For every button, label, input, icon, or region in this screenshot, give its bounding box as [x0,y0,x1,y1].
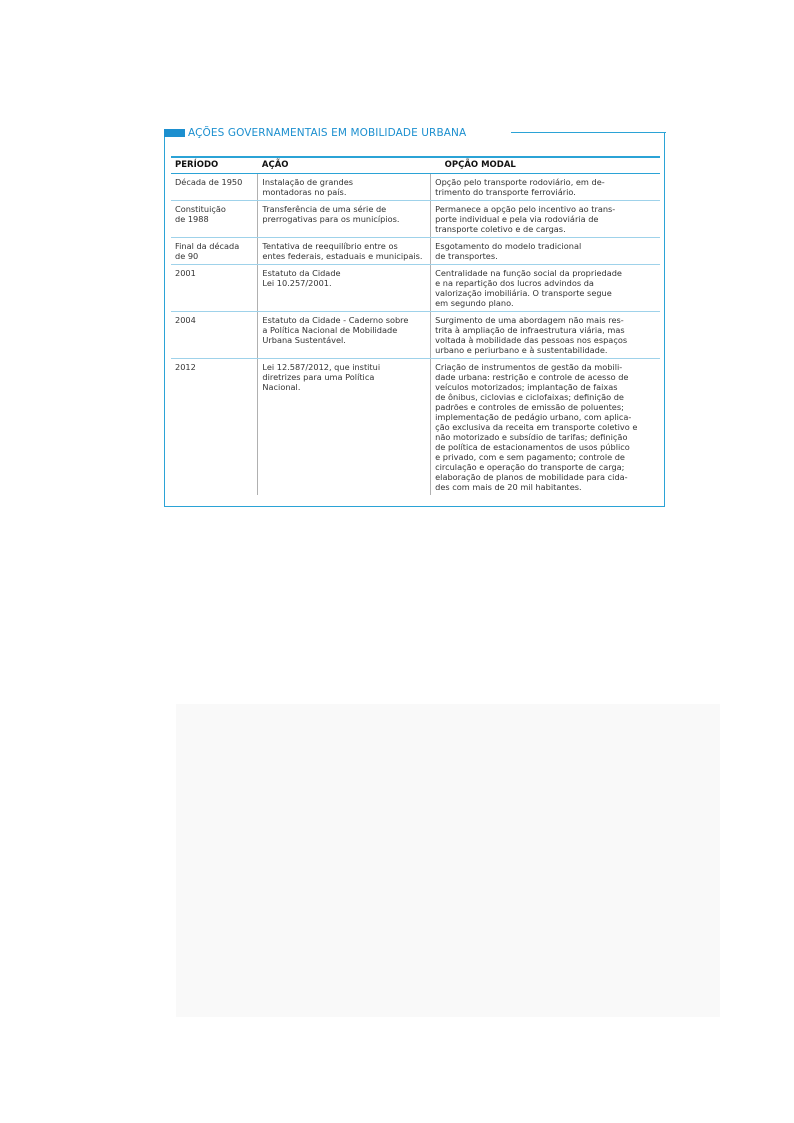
cell-opcao: Criação de instrumentos de gestão da mobili- dade urbana: restrição e controle de acesso de veículos motorizados; implantação de faixas de ônibus, ciclovias e ciclofaixas; definição de padrões e controles de emissão de poluentes; implementação de pedágio urbano, com aplica- ção exclusiva da receita em transporte coletivo e não motorizado e subsídio de tarifas; definição de política de estacionamentos de usos público e privado, com e sem pagamento; controle de circulação e operação do transporte de carga; elaboração de planos de mobilidade para cida- des com mais de 20 mil habitantes. [435,362,638,492]
cell-opcao: Surgimento de uma abordagem não mais res- trita à ampliação de infraestrutura viária, mas voltada à mobilidade das pessoas nos espaços urbano e periurbano e à sustentabilidade. [431,312,660,359]
cell-periodo: Constituição de 1988 [171,201,258,238]
header-acao: AÇÃO [258,157,431,174]
cell-acao: Estatuto da Cidade Lei 10.257/2001. [258,265,431,312]
table-row [171,238,660,265]
cell-acao: Tentativa de reequilíbrio entre os entes federais, estaduais e municipais. [258,238,431,265]
cell-periodo: 2004 [171,312,258,359]
cell-acao: Estatuto da Cidade - Caderno sobre a Política Nacional de Mobilidade Urbana Sustentável. [258,312,431,359]
cell-opcao: Opção pelo transporte rodoviário, em de- trimento do transporte ferroviário. [431,174,660,201]
table-row [171,312,660,359]
table-row [171,265,660,312]
cell-periodo: 2001 [171,265,258,312]
cell-opcao: Esgotamento do modelo tradicional de transportes. [431,238,660,265]
figure-title: AÇÕES GOVERNAMENTAIS EM MOBILIDADE URBANA [188,127,467,139]
figure-title-row [164,125,666,141]
title-rule [511,132,666,133]
actions-table [171,156,660,495]
title-accent-block [164,129,185,137]
cell-opcao: Centralidade na função social da propriedade e na repartição dos lucros advindos da valorização imobiliária. O transporte segue em segundo plano. [431,265,660,312]
table-row [171,359,660,496]
table-header-row [171,157,660,174]
cell-periodo: Final da década de 90 [171,238,258,265]
cell-opcao: Permanece a opção pelo incentivo ao trans- porte individual e pela via rodoviária de transporte coletivo e de cargas. [431,201,660,238]
table-row [171,201,660,238]
cell-acao: Lei 12.587/2012, que institui diretrizes para uma Política Nacional. [258,359,431,496]
figure-box [164,127,665,507]
cell-acao: Transferência de uma série de prerrogativas para os municípios. [258,201,431,238]
blank-panel [176,704,720,1017]
header-opcao-modal: OPÇÃO MODAL [431,157,660,174]
header-periodo: PERÍODO [171,157,258,174]
cell-acao: Instalação de grandes montadoras no país. [258,174,431,201]
cell-periodo: 2012 [175,362,196,372]
table-row [171,174,660,201]
cell-periodo: Década de 1950 [171,174,258,201]
